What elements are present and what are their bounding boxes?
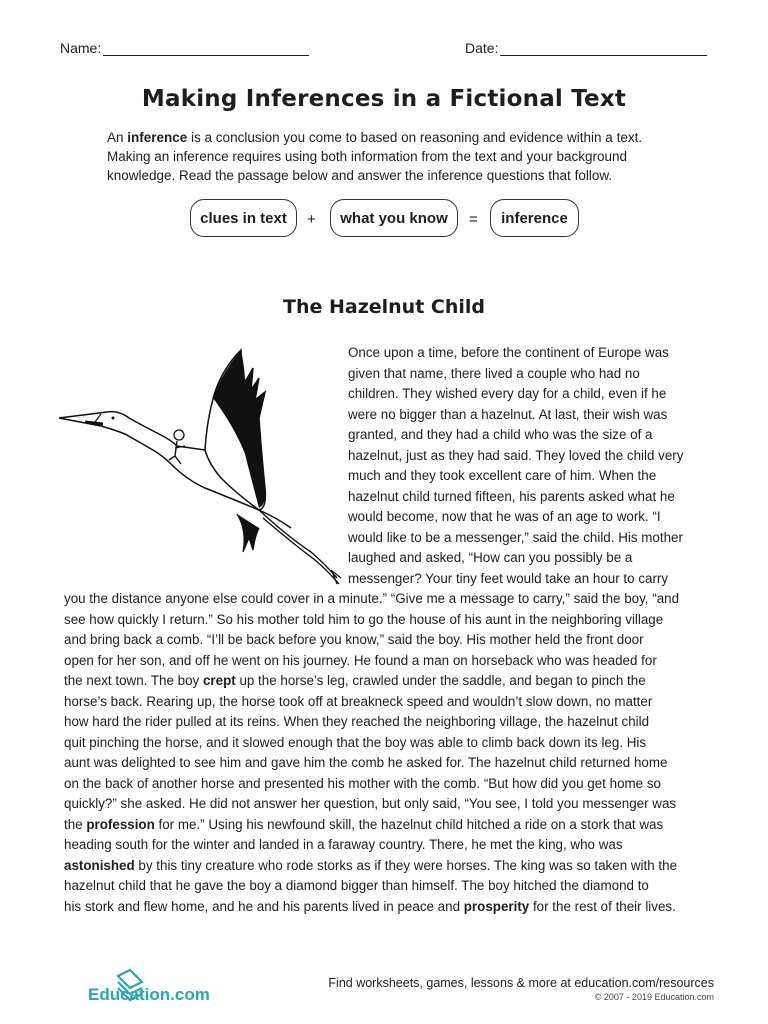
story-line: were no bigger than a hazelnut. At last, their wish was: [348, 406, 668, 422]
story-line: and bring back a comb. “I’ll be back before you know,” said the boy. His mother held the front door: [64, 632, 644, 647]
story-title: The Hazelnut Child: [282, 296, 485, 318]
plus-sign: +: [307, 211, 316, 228]
story-line: hazelnut, just as they had said. They loved the child very: [348, 447, 684, 463]
footer-info: [328, 976, 714, 1002]
story-line: Once upon a time, before the continent of Europe was: [348, 345, 669, 360]
story-line: his stork and flew home, and he and his parents lived in peace and prosperity for the rest of their lives.: [64, 898, 676, 914]
story-line: much and they took excellent care of him. When the: [348, 468, 657, 483]
story-line: open for her son, and off he went on his journey. He found a man on horseback who was headed for: [64, 652, 657, 668]
story-line: quickly?” she asked. He did not answer her question, but only said, “You see, I told you messenger was: [64, 796, 677, 811]
equals-sign: =: [469, 211, 478, 228]
story-line: hazelnut child that he gave the boy a diamond bigger than himself. The boy hitched the diamond to: [64, 878, 649, 893]
date-line[interactable]: [500, 41, 707, 56]
story-line: on the back of another horse and presented his mother with the comb. “But how did you get home so: [64, 775, 661, 791]
story-line: children. They wished every day for a child, even if he: [348, 386, 667, 401]
footer-tagline[interactable]: Find worksheets, games, lessons & more at education.com/resources: [328, 976, 714, 990]
story-line: hazelnut child turned fifteen, his parents asked what he: [348, 488, 675, 504]
vocabulary-word: astonished: [64, 857, 135, 873]
footer-copyright: © 2007 - 2019 Education.com: [594, 992, 714, 1002]
story-line: horse’s back. Rearing up, the horse took off at breakneck speed and wouldn’t slow down, no matter: [64, 693, 653, 709]
page-title: Making Inferences in a Fictional Text: [141, 86, 627, 112]
date-label: Date:: [465, 40, 499, 56]
story-line: aunt was delighted to see him and gave him the comb he asked for. The hazelnut child returned home: [64, 755, 668, 770]
inference-formula: [190, 199, 590, 241]
intro-paragraph: [107, 128, 667, 185]
vocabulary-word: profession: [86, 816, 155, 832]
vocabulary-word: prosperity: [463, 898, 530, 914]
intro-line-2: Making an inference requires using both information from the text and your background: [107, 149, 628, 164]
inference-term: inference: [127, 130, 188, 145]
story-line: messenger? Your tiny feet would take an hour to carry: [348, 570, 669, 586]
vocabulary-word: crept: [202, 673, 236, 688]
story-line: see how quickly I return.” So his mother told him to go the house of his aunt in the neighboring village: [64, 611, 664, 627]
story-line: quit pinching the horse, and it slowed enough that the boy was able to climb back down its leg. His: [64, 734, 647, 750]
story-line: how hard the rider pulled at its reins. When they reached the neighboring village, the hazelnut child: [64, 714, 650, 729]
name-label: Name:: [60, 40, 102, 56]
name-line[interactable]: [103, 41, 309, 56]
name-field[interactable]: [60, 40, 309, 56]
inference-pill: inference: [490, 199, 579, 237]
logo-text: Education.com: [88, 985, 210, 1004]
story-line: laughed and asked, “How can you possibly be a: [348, 550, 633, 565]
stork-with-child-illustration: [55, 338, 345, 590]
what-you-know-pill: what you know: [330, 199, 458, 237]
intro-line-3: knowledge. Read the passage below and answer the inference questions that follow.: [107, 168, 613, 183]
story-line: would like to be a messenger,” said the child. His mother: [348, 529, 683, 545]
story-line: the profession for me.” Using his newfound skill, the hazelnut child hitched a ride on a stork that was: [64, 816, 664, 832]
story-line: heading south for the winter and landed in a faraway country. There, he met the king, who was: [64, 837, 623, 852]
clues-in-text-pill: clues in text: [190, 199, 297, 237]
story-line: the next town. The boy crept up the horse’s leg, crawled under the saddle, and began to pinch the: [64, 673, 646, 688]
date-field[interactable]: [465, 40, 707, 56]
story-line: astonished by this tiny creature who rode storks as if they were horses. The king was so taken with the: [64, 857, 678, 873]
story-line: given that name, there lived a couple who had no: [348, 365, 640, 381]
story-line: granted, and they had a child who was the size of a: [348, 427, 653, 442]
intro-line-1: An inference is a conclusion you come to based on reasoning and evidence within a text.: [107, 130, 643, 145]
story-line: you the distance anyone else could cover in a minute.” “Give me a message to carry,” said the boy, “and: [64, 591, 680, 606]
story-line: would become, now that he was of an age to work. “I: [348, 509, 661, 524]
